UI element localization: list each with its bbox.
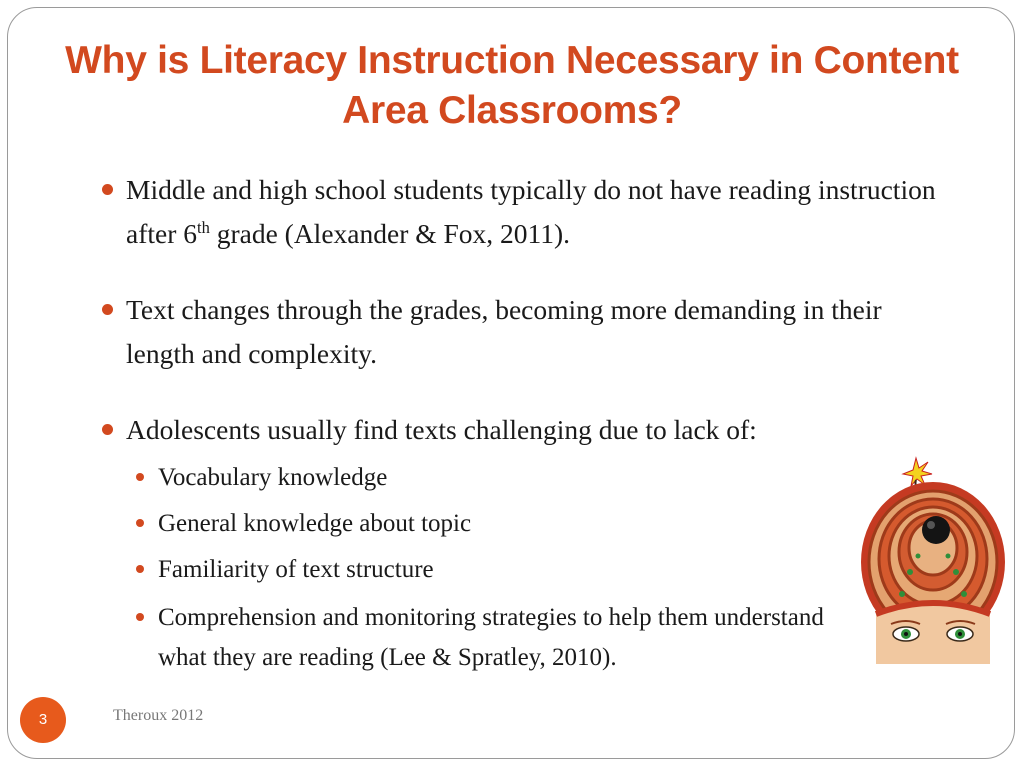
sub-bullet-text: Comprehension and monitoring strategies to help them understand what they are reading (Lee & Spratley, 2010). [158, 604, 824, 671]
bullet-text-part: Middle and high school students typically do not have reading instruction after 6 [126, 174, 936, 249]
bullet-dot-icon [102, 424, 113, 435]
bullet-text: Text changes through the grades, becoming more demanding in their length and complexity. [126, 294, 882, 369]
sub-bullet-dot-icon [136, 613, 144, 621]
slide-title: Why is Literacy Instruction Necessary in Content Area Classrooms? [65, 39, 959, 132]
bullet-text: Adolescents usually find texts challenging due to lack of: [126, 414, 757, 445]
spark-icon [903, 458, 932, 486]
sub-bullet-dot-icon [136, 519, 144, 527]
sub-bullet-text: Vocabulary knowledge [158, 464, 388, 491]
superscript: th [197, 217, 210, 237]
sub-bullet-dot-icon [136, 565, 144, 573]
bullet-dot-icon [102, 304, 113, 315]
sub-bullet-dot-icon [136, 473, 144, 481]
footer-text: Theroux 2012 [113, 707, 204, 724]
sub-bullet-text: General knowledge about topic [158, 510, 472, 537]
bullet-dot-icon [102, 184, 113, 195]
bullet-text-part: grade (Alexander & Fox, 2011). [209, 218, 571, 249]
bullet-text [126, 168, 952, 256]
page-number-badge: 3 [20, 697, 66, 743]
head-maze-bomb-illustration [858, 454, 1008, 664]
bomb-icon [922, 516, 950, 544]
sub-bullet-text: Familiarity of text structure [158, 556, 434, 583]
